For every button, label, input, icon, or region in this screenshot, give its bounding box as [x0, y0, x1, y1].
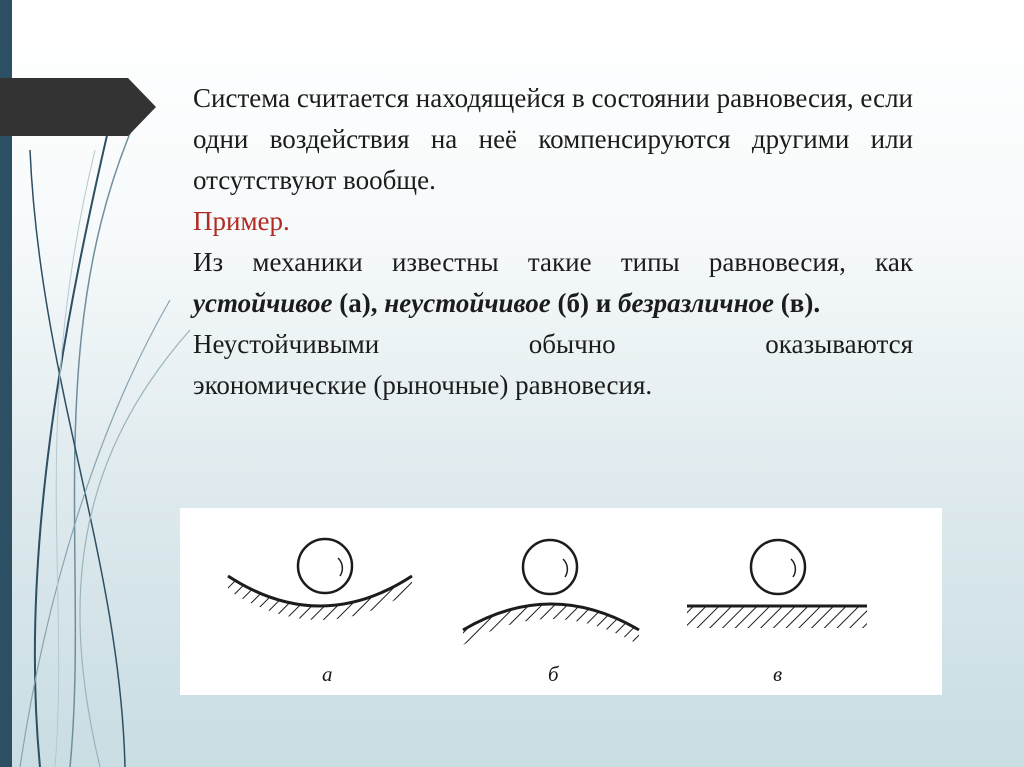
- economics-line-2: экономические (рыночные) равновесия.: [193, 370, 653, 400]
- unstable-label: (б): [557, 288, 589, 318]
- mechanics-intro: Из механики известны такие типы равновесия, как: [193, 247, 913, 277]
- stable-equilibrium-drawing: [228, 539, 412, 620]
- unstable-term: неустойчивое: [384, 288, 551, 318]
- mechanics-paragraph: [193, 242, 913, 324]
- neutral-ball: [751, 540, 805, 594]
- neutral-equilibrium-drawing: [687, 540, 867, 628]
- definition-paragraph: Система считается находящейся в состоянии равновесия, если одни воздействия на неё компенсируются другими или отсутствуют вообще.: [193, 83, 913, 195]
- example-heading: Пример.: [193, 206, 290, 236]
- stable-ball: [298, 539, 352, 593]
- slide-body-text: [193, 78, 913, 406]
- neutral-label: (в).: [780, 288, 821, 318]
- figure-label-c: в: [773, 662, 783, 686]
- equilibrium-figure: [180, 508, 942, 695]
- and-word: и: [595, 288, 612, 318]
- figure-label-b: б: [548, 662, 559, 686]
- stable-label: (а),: [339, 288, 378, 318]
- unstable-ball: [523, 540, 577, 594]
- figure-label-a: а: [322, 662, 333, 686]
- stable-term: устойчивое: [193, 288, 333, 318]
- unstable-equilibrium-drawing: [463, 540, 639, 645]
- equilibrium-diagram: [180, 508, 942, 695]
- title-arrow-tab: [0, 78, 156, 136]
- neutral-term: безразличное: [618, 288, 775, 318]
- economics-line-1: Неустойчивыми обычно оказываются: [193, 329, 913, 359]
